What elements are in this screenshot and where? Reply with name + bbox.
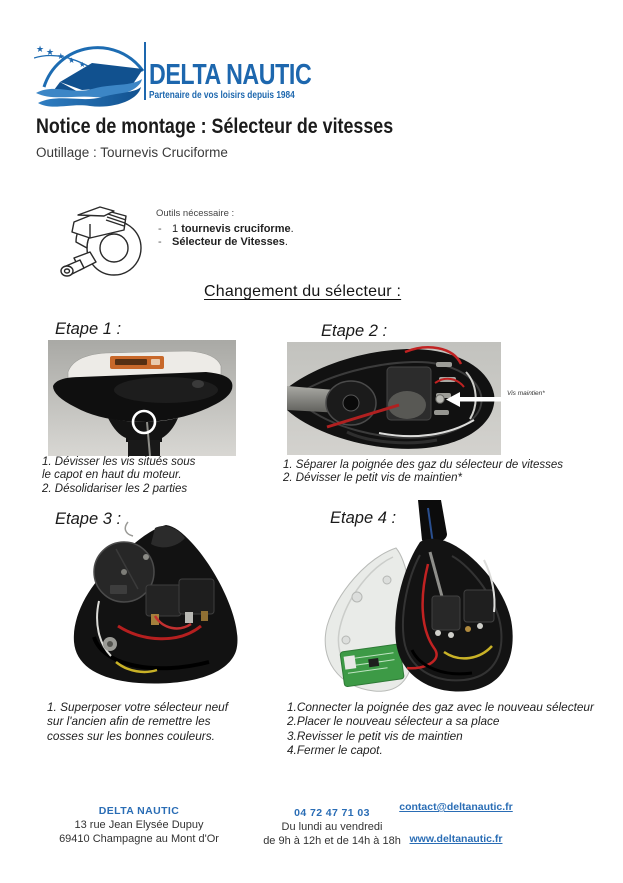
svg-text:★: ★ (57, 51, 65, 61)
footer-phone: 04 72 47 71 03 (294, 807, 370, 819)
footer-hours-line1: Du lundi au vendredi (281, 821, 383, 833)
instruction-line: le capot en haut du moteur. (42, 469, 182, 482)
section-heading: Changement du sélecteur : (204, 283, 402, 300)
footer-links-block (377, 800, 535, 846)
step3-instructions (47, 700, 228, 743)
instruction-line: 1. Dévisser les vis situés sous (42, 456, 196, 468)
tools-intro: Outils nécessaire : (156, 208, 235, 219)
email-link[interactable]: contact@deltanautic.fr (399, 801, 513, 813)
tools-list (156, 208, 376, 248)
step1-instructions (42, 456, 195, 496)
step3-photo (58, 519, 270, 693)
instruction-line: cosses sur les bonnes couleurs. (47, 728, 215, 743)
step1-label: Etape 1 : (55, 320, 122, 338)
footer-company-block (39, 804, 239, 846)
instruction-line: 3.Revisser le petit vis de maintien (287, 728, 463, 743)
step4-instructions (287, 700, 594, 758)
footer-address-line2: 69410 Champagne au Mont d'Or (59, 833, 219, 845)
step2-photo (287, 342, 501, 455)
tool-item-text: 1 tournevis cruciforme. (172, 223, 294, 235)
brand-name: DELTA NAUTIC (149, 59, 312, 91)
svg-text:★: ★ (68, 56, 76, 65)
tool-item-screwdriver: - 1 tournevis cruciforme. (158, 223, 294, 235)
delta-nautic-logo-icon (34, 37, 146, 115)
instruction-line: 4.Fermer le capot. (287, 743, 383, 758)
step1-photo (48, 340, 236, 456)
screw-annotation-label: Vis maintien* (507, 390, 545, 397)
instruction-line: 1.Connecter la poignée des gaz avec le nouveau sélecteur (287, 700, 594, 714)
instruction-line: 2. Désolidariser les 2 parties (42, 482, 188, 495)
page-title: Notice de montage : Sélecteur de vitesses (36, 115, 394, 138)
instruction-line: 1. Superposer votre sélecteur neuf (47, 700, 228, 714)
tool-item-selector: - Sélecteur de Vitesses. (158, 235, 288, 248)
svg-text:★: ★ (46, 47, 55, 57)
instruction-line: 1. Séparer la poignée des gaz du sélecteur de vitesses (283, 459, 564, 471)
footer-hours-line2: de 9h à 12h et de 14h à 18h (263, 835, 401, 847)
step2-instructions (283, 459, 563, 486)
step4-label: Etape 4 : (330, 509, 397, 527)
step4-photo (315, 500, 517, 698)
svg-text:★: ★ (79, 60, 86, 69)
instruction-line: 2. Dévisser le petit vis de maintien* (283, 472, 462, 485)
logo-divider (144, 42, 146, 100)
footer-address-line1: 13 rue Jean Elysée Dupuy (74, 819, 204, 831)
website-link[interactable]: www.deltanautic.fr (409, 833, 503, 845)
selector-line-drawing-icon (56, 202, 154, 286)
page-subtitle: Outillage : Tournevis Cruciforme (36, 145, 228, 160)
instruction-line: 2.Placer le nouveau sélecteur a sa place (287, 714, 500, 729)
svg-text:★: ★ (36, 44, 45, 54)
step3-label: Etape 3 : (55, 510, 122, 528)
step2-label: Etape 2 : (321, 322, 388, 340)
instruction-line: sur l'ancien afin de remettre les (47, 714, 211, 729)
footer-company-name: DELTA NAUTIC (98, 805, 180, 817)
tool-item-text: Sélecteur de Vitesses. (172, 235, 288, 248)
brand-tagline: Partenaire de vos loisirs depuis 1984 (149, 90, 295, 101)
